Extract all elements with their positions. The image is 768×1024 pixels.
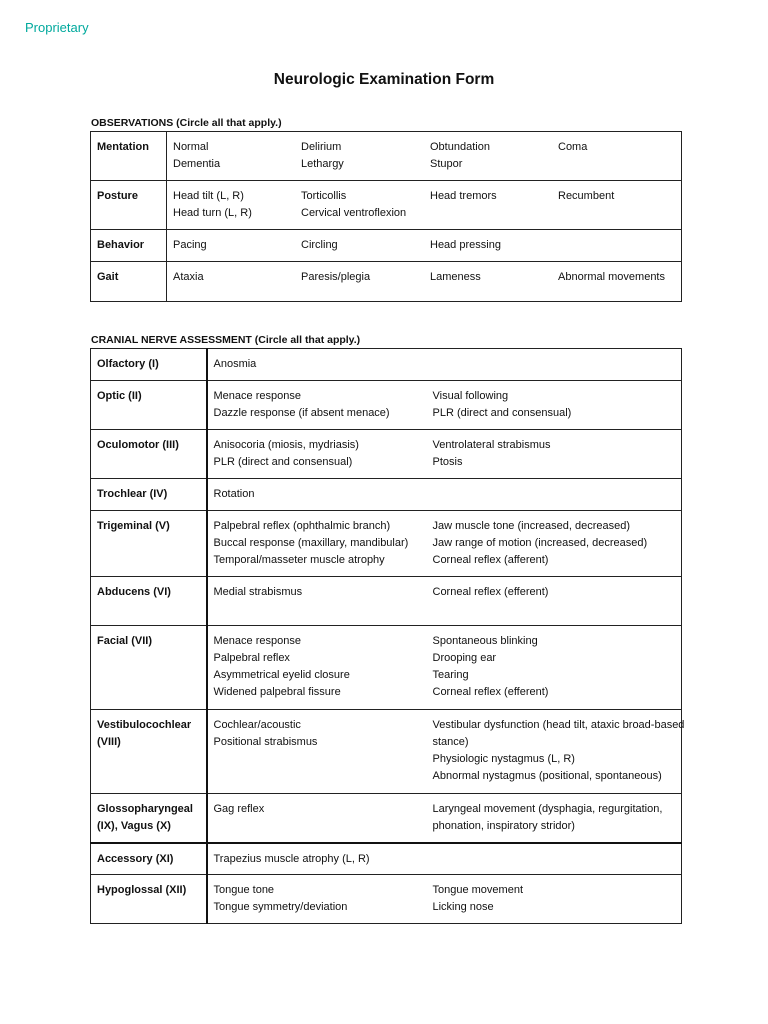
- options-cell: [167, 132, 682, 181]
- cranial-nerve-name: Glossopharyngeal (IX), Vagus (X): [91, 794, 207, 843]
- option-item[interactable]: Temporal/masseter muscle atrophy: [213, 554, 385, 566]
- cranial-nerve-table: [90, 348, 685, 924]
- options-cell: [167, 262, 682, 302]
- option-item[interactable]: Rotation: [213, 488, 255, 500]
- options-column: [433, 584, 688, 601]
- cranial-nerve-row: [91, 430, 682, 479]
- options-column: [301, 237, 426, 254]
- option-item[interactable]: Corneal reflex (afferent): [432, 554, 549, 566]
- options-column: [173, 237, 297, 254]
- option-item[interactable]: Delirium: [301, 141, 342, 153]
- observation-row: [91, 132, 682, 181]
- options-column: [433, 388, 688, 422]
- options-column: [214, 717, 429, 785]
- options-column: [214, 388, 429, 422]
- option-item[interactable]: Anisocoria (miosis, mydriasis): [213, 439, 359, 451]
- options-column: [433, 356, 688, 373]
- cranial-nerve-row: [91, 479, 682, 511]
- options-column: [173, 188, 297, 222]
- options-column: [433, 633, 688, 701]
- option-item[interactable]: Corneal reflex (efferent): [432, 586, 549, 598]
- observation-row: [91, 181, 682, 230]
- cranial-nerve-name: Facial (VII): [91, 626, 207, 710]
- option-item[interactable]: Head tremors: [430, 190, 497, 202]
- options-cell: [207, 626, 682, 710]
- options-cell: [207, 349, 682, 381]
- options-column: [558, 269, 682, 286]
- options-column: [301, 139, 426, 173]
- options-cell: [207, 430, 682, 479]
- cranial-nerve-row: [91, 710, 682, 794]
- cranial-nerve-name: Olfactory (I): [91, 349, 207, 381]
- options-column: [430, 139, 554, 173]
- option-item[interactable]: Ataxia: [173, 271, 204, 283]
- option-item[interactable]: Torticollis: [301, 190, 347, 202]
- options-column: [433, 882, 688, 916]
- options-cell: [207, 875, 682, 924]
- options-column: [430, 237, 554, 254]
- option-item[interactable]: Menace response: [213, 635, 301, 647]
- option-item[interactable]: PLR (direct and consensual): [432, 407, 572, 419]
- cranial-nerve-row: [91, 577, 682, 626]
- option-item[interactable]: Ventrolateral strabismus: [432, 439, 551, 451]
- option-item[interactable]: Jaw range of motion (increased, decreased): [432, 537, 648, 549]
- cranial-nerve-name: Optic (II): [91, 381, 207, 430]
- option-item[interactable]: Corneal reflex (efferent): [432, 686, 549, 698]
- cranial-nerve-heading: CRANIAL NERVE ASSESSMENT (Circle all that apply.): [91, 334, 361, 346]
- cranial-nerve-name: Oculomotor (III): [91, 430, 207, 479]
- cranial-nerve-row: [91, 349, 682, 381]
- option-item[interactable]: Spontaneous blinking: [432, 635, 538, 647]
- observations-table: [90, 131, 682, 302]
- options-cell: [207, 577, 682, 626]
- option-item[interactable]: Head pressing: [430, 239, 501, 251]
- option-item[interactable]: Asymmetrical eyelid closure: [213, 669, 350, 681]
- cranial-nerve-name: Trochlear (IV): [91, 479, 207, 511]
- observation-category: Gait: [91, 262, 167, 302]
- options-column: [301, 269, 426, 286]
- option-item[interactable]: Buccal response (maxillary, mandibular): [213, 537, 409, 549]
- option-item[interactable]: Menace response: [213, 390, 301, 402]
- option-item[interactable]: Cochlear/acoustic: [213, 719, 301, 731]
- option-item[interactable]: Tongue tone: [213, 884, 275, 896]
- option-item[interactable]: Stupor: [430, 158, 463, 170]
- option-item[interactable]: Lethargy: [301, 158, 344, 170]
- options-column: [558, 188, 682, 222]
- options-cell: [207, 794, 682, 843]
- cranial-nerve-row: [91, 843, 682, 875]
- option-item[interactable]: Tearing: [432, 669, 469, 681]
- observation-row: [91, 230, 682, 262]
- option-item[interactable]: Dazzle response (if absent menace): [213, 407, 390, 419]
- option-item[interactable]: Recumbent: [558, 190, 615, 202]
- option-item[interactable]: Tongue movement: [432, 884, 523, 896]
- option-item[interactable]: Coma: [558, 141, 588, 153]
- observation-category: Mentation: [91, 132, 167, 181]
- option-item[interactable]: Head turn (L, R): [173, 207, 252, 219]
- cranial-nerve-name: Vestibulocochlear (VIII): [91, 710, 207, 794]
- options-column: [433, 437, 688, 471]
- options-cell: [167, 230, 682, 262]
- option-item[interactable]: Positional strabismus: [213, 736, 318, 748]
- option-item[interactable]: Trapezius muscle atrophy (L, R): [213, 852, 370, 865]
- option-item[interactable]: Vestibular dysfunction (head tilt, ataxic broad-based stance): [432, 719, 685, 748]
- cranial-nerve-name: Trigeminal (V): [91, 511, 207, 577]
- options-column: [214, 486, 429, 503]
- observation-category: Behavior: [91, 230, 167, 262]
- option-item[interactable]: Medial strabismus: [213, 586, 303, 598]
- options-cell: [207, 843, 682, 875]
- option-item[interactable]: Lameness: [430, 271, 481, 283]
- option-item[interactable]: Tongue symmetry/deviation: [213, 901, 348, 913]
- options-cell: [207, 381, 682, 430]
- options-column: [430, 188, 554, 222]
- options-column: [214, 801, 429, 835]
- options-column: [214, 437, 429, 471]
- option-item[interactable]: Circling: [301, 239, 338, 251]
- options-column: [301, 188, 426, 222]
- options-cell: [207, 511, 682, 577]
- options-column: [558, 237, 682, 254]
- form-title: Neurologic Examination Form: [273, 71, 495, 88]
- options-cell: [167, 181, 682, 230]
- options-column: [214, 851, 429, 868]
- options-column: [433, 851, 688, 868]
- options-column: [433, 486, 688, 503]
- options-column: [433, 801, 688, 835]
- option-item[interactable]: Abnormal nystagmus (positional, spontaneous): [432, 770, 662, 782]
- cranial-nerve-row: [91, 626, 682, 710]
- options-column: [214, 584, 429, 601]
- cranial-nerve-name: Hypoglossal (XII): [91, 875, 207, 924]
- cranial-nerve-row: [91, 875, 682, 924]
- option-item[interactable]: Obtundation: [430, 141, 490, 153]
- option-item[interactable]: Palpebral reflex: [213, 652, 290, 664]
- option-item[interactable]: Head tilt (L, R): [173, 190, 244, 202]
- options-column: [173, 269, 297, 286]
- option-item[interactable]: Licking nose: [432, 901, 494, 913]
- option-item[interactable]: Paresis/plegia: [301, 271, 371, 283]
- option-item[interactable]: Physiologic nystagmus (L, R): [432, 753, 575, 765]
- option-item[interactable]: Cervical ventroflexion: [301, 207, 407, 219]
- option-item[interactable]: Gag reflex: [213, 803, 265, 815]
- options-column: [433, 518, 688, 569]
- proprietary-label: Proprietary: [25, 20, 89, 35]
- options-column: [173, 139, 297, 173]
- option-item[interactable]: Dementia: [173, 158, 221, 170]
- options-column: [214, 633, 429, 701]
- option-item[interactable]: Visual following: [432, 390, 509, 402]
- option-item[interactable]: Drooping ear: [432, 652, 497, 664]
- option-item[interactable]: Jaw muscle tone (increased, decreased): [432, 520, 630, 532]
- options-column: [214, 882, 429, 916]
- options-column: [433, 717, 688, 785]
- option-item[interactable]: Normal: [173, 141, 209, 153]
- options-cell: [207, 710, 685, 794]
- options-column: [214, 518, 429, 569]
- option-item[interactable]: Anosmia: [213, 358, 257, 370]
- option-item[interactable]: Palpebral reflex (ophthalmic branch): [213, 520, 391, 532]
- options-column: [558, 139, 682, 173]
- option-item[interactable]: Widened palpebral fissure: [213, 686, 341, 698]
- option-item[interactable]: Abnormal movements: [558, 271, 665, 283]
- options-column: [214, 356, 429, 373]
- observations-heading: OBSERVATIONS (Circle all that apply.): [91, 117, 282, 129]
- cranial-nerve-name: Accessory (XI): [91, 843, 207, 875]
- options-column: [430, 269, 554, 286]
- option-item[interactable]: Ptosis: [432, 456, 463, 468]
- cranial-nerve-name: Abducens (VI): [91, 577, 207, 626]
- cranial-nerve-row: [91, 794, 682, 843]
- cranial-nerve-row: [91, 511, 682, 577]
- option-item[interactable]: PLR (direct and consensual): [213, 456, 353, 468]
- observation-row: [91, 262, 682, 302]
- options-cell: [207, 479, 682, 511]
- cranial-nerve-row: [91, 381, 682, 430]
- observation-category: Posture: [91, 181, 167, 230]
- option-item[interactable]: Pacing: [173, 239, 207, 251]
- option-item[interactable]: Laryngeal movement (dysphagia, regurgitation, phonation, inspiratory stridor): [432, 803, 663, 832]
